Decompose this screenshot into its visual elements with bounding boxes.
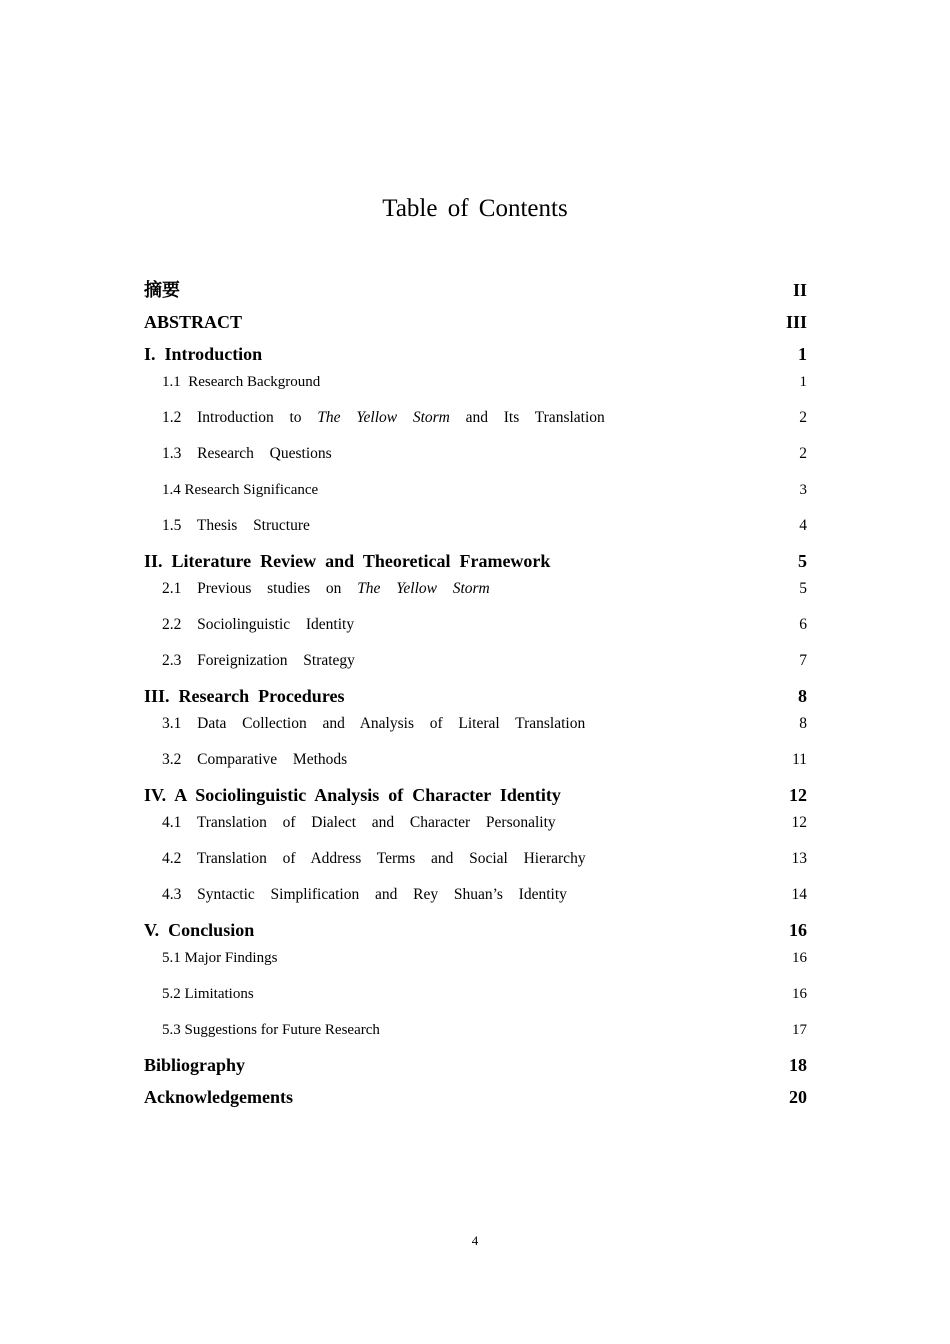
- toc-entry-page: 16: [792, 950, 807, 966]
- toc-entry-chapter-1[interactable]: [144, 342, 807, 366]
- toc-entry-label: 1.4 Research Significance: [162, 482, 319, 498]
- toc-entry-section-2-3[interactable]: [144, 650, 807, 672]
- page-title: Table of Contents: [382, 195, 568, 222]
- toc-entry-label-italic: The Yellow Storm: [317, 409, 450, 426]
- toc-entry-label: 摘要: [144, 280, 180, 300]
- toc-entry-bibliography[interactable]: [144, 1053, 807, 1077]
- toc-entry-section-3-2[interactable]: [144, 749, 807, 771]
- toc-entry-label: Acknowledgements: [144, 1087, 293, 1107]
- toc-entry-page: 14: [791, 886, 807, 903]
- toc-entry-section-4-1[interactable]: [144, 812, 807, 834]
- toc-entry-page: 2: [799, 409, 807, 426]
- toc-entry-chapter-2[interactable]: [144, 549, 807, 573]
- toc-entry-section-3-1[interactable]: [144, 713, 807, 735]
- toc-entry-acknowledgements[interactable]: [144, 1085, 807, 1109]
- toc-entry-label: III. Research Procedures: [144, 686, 345, 706]
- toc-entry-label-pre: 1.2 Introduction to: [162, 409, 318, 426]
- toc-entry-label: 1.1 Research Background: [162, 374, 321, 390]
- toc-entry-label: II. Literature Review and Theoretical Framework: [144, 551, 551, 571]
- toc-entry-page: 13: [791, 850, 807, 867]
- toc-entry-label: 1.5 Thesis Structure: [162, 517, 310, 534]
- toc-entry-page: 16: [792, 986, 807, 1002]
- toc-entry-page: III: [785, 312, 807, 332]
- toc-entry-section-4-3[interactable]: [144, 884, 807, 906]
- toc-entry-label-pre: 2.1 Previous studies on: [162, 580, 358, 597]
- toc-entry-label: 5.1 Major Findings: [162, 950, 278, 966]
- toc-entry-page: 1: [799, 374, 807, 390]
- toc-entry-page: 20: [789, 1087, 807, 1107]
- toc-entry-page: 5: [799, 580, 807, 597]
- toc-entry-label: Bibliography: [144, 1055, 246, 1075]
- toc-entry-section-5-3[interactable]: [144, 1019, 807, 1041]
- toc-entry-label: [162, 407, 605, 429]
- page-number: 4: [471, 1233, 479, 1248]
- toc-entry-label: 4.3 Syntactic Simplification and Rey Shuan’s Identity: [162, 886, 567, 903]
- toc-entry-label: 3.2 Comparative Methods: [162, 751, 348, 768]
- toc-entry-section-1-3[interactable]: [144, 443, 807, 465]
- toc-entry-chapter-5[interactable]: [144, 918, 807, 942]
- toc-entry-label: [162, 578, 490, 600]
- toc-entry-section-1-5[interactable]: [144, 515, 807, 537]
- toc-entry-label: IV. A Sociolinguistic Analysis of Character Identity: [144, 785, 561, 805]
- toc-entry-section-1-2[interactable]: [144, 407, 807, 429]
- toc-entry-page: 3: [799, 482, 807, 498]
- toc-entry-label: 2.2 Sociolinguistic Identity: [162, 616, 355, 633]
- toc-entry-section-4-2[interactable]: [144, 848, 807, 870]
- toc-entry-page: 8: [799, 715, 807, 732]
- toc-entry-abstract[interactable]: [144, 310, 807, 334]
- toc-entry-label: I. Introduction: [144, 344, 263, 364]
- toc-entry-label: 5.3 Suggestions for Future Research: [162, 1022, 380, 1038]
- toc-entry-page: 7: [799, 652, 807, 669]
- toc-entry-page: 16: [789, 920, 807, 940]
- toc-entry-page: 11: [792, 751, 807, 768]
- toc-entry-page: 5: [798, 551, 807, 571]
- toc-entry-abstract-chinese[interactable]: [144, 278, 807, 302]
- toc-entry-label: 5.2 Limitations: [162, 986, 254, 1002]
- toc-entry-label: 4.1 Translation of Dialect and Character Personality: [162, 814, 556, 831]
- toc-entry-section-5-1[interactable]: [144, 947, 807, 969]
- toc-entry-page: 12: [791, 814, 807, 831]
- toc-entry-page: 12: [789, 785, 807, 805]
- toc-entry-section-1-1[interactable]: [144, 371, 807, 393]
- toc-entry-chapter-3[interactable]: [144, 684, 807, 708]
- toc-entry-section-2-2[interactable]: [144, 614, 807, 636]
- toc-entry-page: 8: [798, 686, 807, 706]
- toc-entry-label: ABSTRACT: [144, 312, 243, 332]
- toc-entry-page: 2: [799, 445, 807, 462]
- toc-entry-page: 4: [799, 517, 807, 534]
- toc-entry-section-2-1[interactable]: [144, 578, 807, 600]
- toc-entry-label: 4.2 Translation of Address Terms and Social Hierarchy: [162, 850, 586, 867]
- toc-entry-page: 17: [792, 1022, 807, 1038]
- toc-entry-page: 1: [798, 344, 807, 364]
- toc-entry-label-italic: The Yellow Storm: [357, 580, 490, 597]
- toc-entry-label: 2.3 Foreignization Strategy: [162, 652, 355, 669]
- toc-entry-label: V. Conclusion: [144, 920, 255, 940]
- toc-entry-page: 18: [789, 1055, 807, 1075]
- toc-entry-label: 3.1 Data Collection and Analysis of Literal Translation: [162, 715, 586, 732]
- toc-entry-label-post: and Its Translation: [449, 409, 605, 426]
- toc-entry-section-1-4[interactable]: [144, 479, 807, 501]
- toc-entry-page: 6: [799, 616, 807, 633]
- table-of-contents: [144, 278, 807, 1109]
- toc-entry-chapter-4[interactable]: [144, 783, 807, 807]
- toc-entry-page: II: [792, 280, 807, 300]
- toc-entry-label: 1.3 Research Questions: [162, 445, 332, 462]
- toc-entry-section-5-2[interactable]: [144, 983, 807, 1005]
